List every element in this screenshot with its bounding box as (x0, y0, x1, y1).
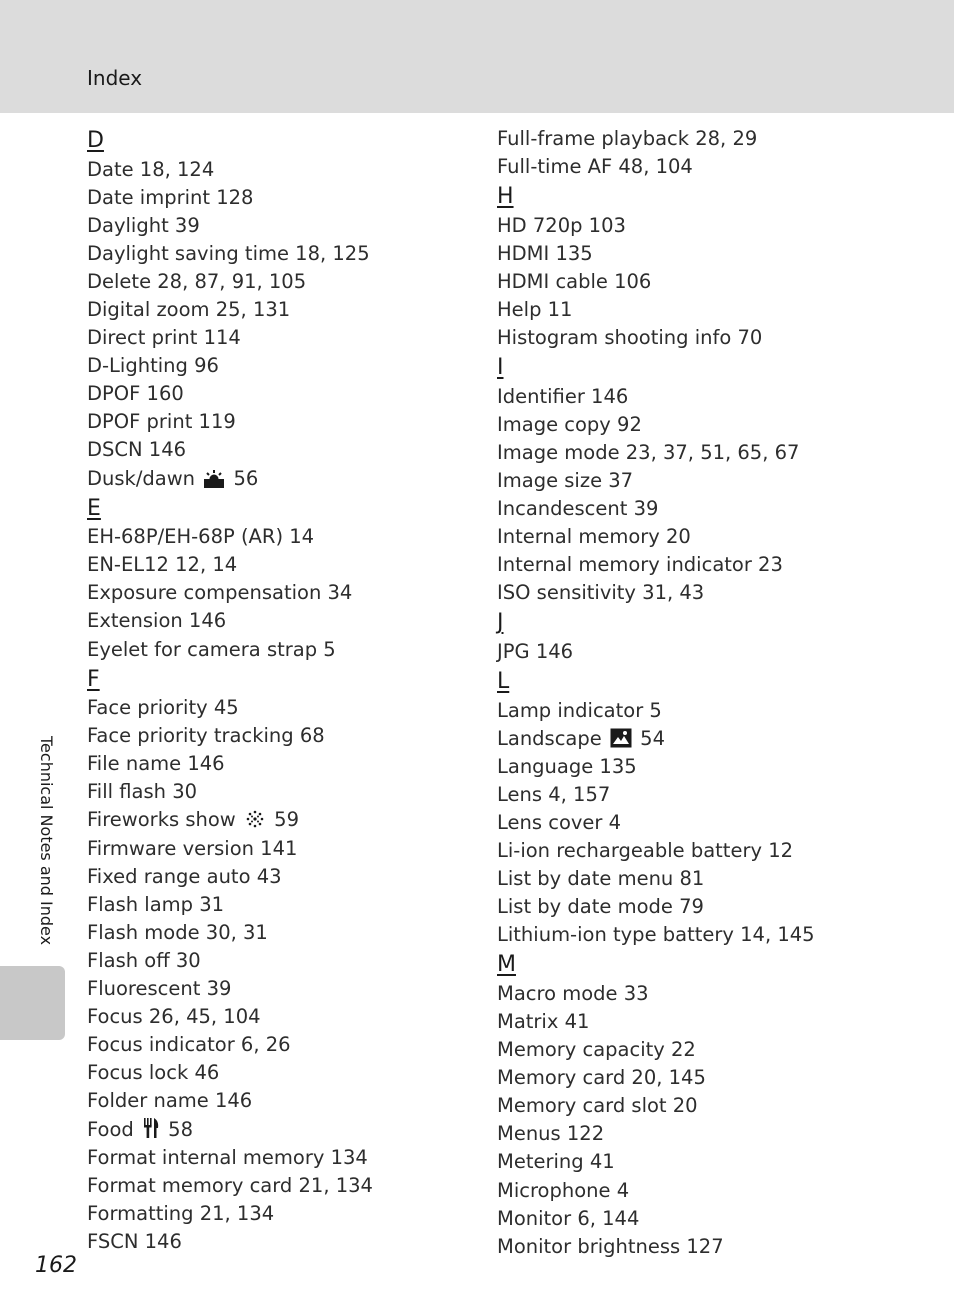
index-entry (497, 753, 917, 781)
index-entry-text: Extension 146 (87, 609, 227, 633)
index-entry-text: Identifier 146 (497, 384, 629, 408)
section-tab (0, 966, 65, 1040)
index-entry (87, 1228, 467, 1256)
index-entry-text: Delete 28, 87, 91, 105 (87, 269, 307, 293)
index-letter-heading: M (497, 952, 516, 978)
index-entry-text: Lamp indicator 5 (497, 698, 662, 722)
index-entry-text: Dusk/dawn (87, 466, 196, 490)
index-entry (87, 863, 467, 891)
index-entry-text: Memory capacity 22 (497, 1038, 696, 1062)
index-entry (497, 153, 917, 181)
index-entry (87, 919, 467, 947)
index-entry (497, 439, 917, 467)
index-entry-text: EN-EL12 12, 14 (87, 553, 238, 577)
index-entry (497, 638, 917, 666)
index-entry-text: Format memory card 21, 134 (87, 1173, 373, 1197)
index-entry-text: Help 11 (497, 297, 573, 321)
index-entry (87, 212, 467, 240)
index-entry (87, 324, 467, 352)
index-letter-heading: J (497, 610, 504, 636)
index-entry (497, 125, 917, 153)
header-title: Index (87, 66, 143, 90)
index-entry-text: Exposure compensation 34 (87, 581, 353, 605)
index-entry-text: Focus lock 46 (87, 1061, 220, 1085)
index-entry-text: Full-frame playback 28, 29 (497, 127, 758, 150)
index-entry-text: Lens 4, 157 (497, 782, 611, 806)
index-entry-text: List by date menu 81 (497, 867, 705, 891)
index-entry (87, 240, 467, 268)
index-entry-text: Folder name 146 (87, 1089, 253, 1113)
index-entry (87, 947, 467, 975)
index-entry (497, 1064, 917, 1092)
index-entry-text: EH-68P/EH-68P (AR) 14 (87, 525, 315, 549)
index-entry (87, 465, 467, 493)
index-entry (497, 268, 917, 296)
index-entry-text: Focus 26, 45, 104 (87, 1005, 261, 1029)
index-entry-text: Memory card slot 20 (497, 1094, 698, 1118)
index-entry-text: Internal memory 20 (497, 525, 691, 549)
index-entry (497, 212, 917, 240)
index-entry-text: D-Lighting 96 (87, 354, 219, 378)
index-letter-heading: H (497, 184, 514, 210)
index-entry-text: Full-time AF 48, 104 (497, 155, 693, 179)
index-entry-text: Daylight saving time 18, 125 (87, 241, 370, 265)
index-letter-heading: F (87, 666, 100, 692)
index-entry (87, 523, 467, 551)
index-entry (87, 380, 467, 408)
index-entry-text: Eyelet for camera strap 5 (87, 637, 336, 661)
index-entry (497, 865, 917, 893)
index-entry (87, 1172, 467, 1200)
dusk-dawn-icon (203, 468, 225, 496)
index-entry-text: HDMI cable 106 (497, 269, 652, 293)
index-letter-heading: E (87, 495, 101, 521)
index-entry-text: Face priority tracking 68 (87, 724, 325, 748)
index-entry-text: Firmware version 141 (87, 836, 298, 860)
index-entry-text: Format internal memory 134 (87, 1145, 368, 1169)
food-icon (142, 1117, 160, 1147)
index-entry-page: 58 (168, 1117, 193, 1141)
index-entry-page: 59 (274, 808, 299, 832)
index-entry-text: Fill flash 30 (87, 780, 198, 804)
page-number: 162 (35, 1253, 77, 1278)
index-entry-text: Date 18, 124 (87, 157, 215, 181)
index-entry (87, 579, 467, 607)
index-entry (497, 579, 917, 607)
index-entry (497, 781, 917, 809)
index-entry (497, 324, 917, 352)
index-entry (497, 1092, 917, 1120)
index-entry-text: Flash lamp 31 (87, 892, 225, 916)
index-entry (497, 1036, 917, 1064)
index-entry (497, 1148, 917, 1176)
index-entry (497, 697, 917, 725)
index-entry (87, 1116, 467, 1144)
index-entry (87, 694, 467, 722)
index-entry-text: Fireworks show (87, 808, 236, 832)
landscape-icon (610, 728, 632, 756)
index-entry-text: Flash mode 30, 31 (87, 920, 268, 944)
index-entry-text: Fixed range auto 43 (87, 864, 282, 888)
section-side-label: Technical Notes and Index (37, 736, 56, 946)
index-entry (497, 411, 917, 439)
index-entry-text: HDMI 135 (497, 241, 593, 265)
index-entry (87, 156, 467, 184)
index-entry (497, 240, 917, 268)
index-entry (497, 1205, 917, 1233)
index-entry (87, 1003, 467, 1031)
index-entry (87, 722, 467, 750)
index-entry-text: Daylight 39 (87, 213, 200, 237)
index-entry-text: Memory card 20, 145 (497, 1066, 706, 1090)
index-letter-heading: L (497, 669, 510, 694)
index-entry-text: Macro mode 33 (497, 981, 649, 1005)
index-entry (497, 1233, 917, 1261)
index-entry (497, 551, 917, 579)
index-entry (87, 551, 467, 579)
index-entry (497, 523, 917, 551)
index-entry-text: Image copy 92 (497, 412, 642, 436)
index-entry (497, 893, 917, 921)
page-header (0, 0, 954, 113)
index-entry-text: Lens cover 4 (497, 810, 622, 834)
index-entry (87, 778, 467, 806)
index-entry (497, 725, 917, 753)
index-entry (87, 1144, 467, 1172)
index-entry-text: Metering 41 (497, 1150, 615, 1174)
index-entry-text: Menus 122 (497, 1122, 605, 1146)
index-entry-text: Direct print 114 (87, 326, 241, 350)
index-entry-text: Image size 37 (497, 468, 634, 492)
index-entry-text: Face priority 45 (87, 696, 239, 720)
index-letter-heading: I (497, 355, 504, 381)
index-entry (87, 408, 467, 436)
index-entry (497, 809, 917, 837)
index-entry (497, 296, 917, 324)
index-entry (87, 975, 467, 1003)
index-entry (87, 636, 467, 664)
index-entry-text: ISO sensitivity 31, 43 (497, 581, 705, 605)
index-entry (87, 436, 467, 464)
index-entry (87, 184, 467, 212)
index-entry (87, 607, 467, 635)
index-entry-text: Digital zoom 25, 131 (87, 297, 291, 321)
index-entry (497, 921, 917, 949)
index-entry-page: 54 (640, 726, 665, 750)
index-entry-text: Incandescent 39 (497, 497, 659, 521)
index-entry-text: Flash off 30 (87, 948, 201, 972)
index-entry (87, 1200, 467, 1228)
index-entry-text: Monitor 6, 144 (497, 1206, 640, 1230)
index-entry-text: DSCN 146 (87, 438, 187, 462)
index-entry (87, 891, 467, 919)
index-letter-heading: D (87, 128, 104, 153)
index-entry (87, 268, 467, 296)
index-entry-text: Language 135 (497, 754, 637, 778)
index-entry-text: Lithium-ion type battery 14, 145 (497, 923, 815, 947)
index-entry (87, 1031, 467, 1059)
index-entry-text: Monitor brightness 127 (497, 1234, 724, 1258)
index-entry (87, 352, 467, 380)
index-entry-text: Microphone 4 (497, 1178, 630, 1202)
index-entry (87, 806, 467, 834)
index-entry (497, 383, 917, 411)
index-entry (87, 1059, 467, 1087)
index-entry-text: FSCN 146 (87, 1229, 182, 1253)
index-entry (497, 837, 917, 865)
index-entry-text: Formatting 21, 134 (87, 1201, 275, 1225)
index-entry-text: File name 146 (87, 752, 225, 776)
index-entry-page: 56 (233, 466, 259, 490)
index-entry (87, 296, 467, 324)
index-entry (497, 1008, 917, 1036)
index-entry-text: Date imprint 128 (87, 185, 254, 209)
index-entry (497, 980, 917, 1008)
index-entry-text: HD 720p 103 (497, 213, 626, 237)
index-entry-text: Landscape (497, 726, 602, 750)
index-entry-text: Histogram shooting info 70 (497, 326, 763, 350)
index-entry (87, 750, 467, 778)
index-entry (87, 1087, 467, 1115)
index-entry-text: Fluorescent 39 (87, 977, 232, 1001)
index-entry-text: Food (87, 1117, 134, 1141)
index-column-left (87, 125, 467, 1256)
index-entry-text: DPOF 160 (87, 382, 184, 406)
index-entry (497, 495, 917, 523)
index-entry (497, 1120, 917, 1148)
index-column-right (497, 125, 917, 1261)
fireworks-icon (244, 809, 266, 837)
index-entry (497, 1177, 917, 1205)
index-entry (497, 467, 917, 495)
index-entry-text: Image mode 23, 37, 51, 65, 67 (497, 440, 800, 464)
index-entry-text: Matrix 41 (497, 1009, 590, 1033)
index-entry-text: DPOF print 119 (87, 410, 236, 434)
index-entry-text: List by date mode 79 (497, 895, 704, 919)
index-entry-text: Focus indicator 6, 26 (87, 1033, 291, 1057)
index-entry (87, 835, 467, 863)
index-entry-text: Li-ion rechargeable battery 12 (497, 838, 794, 862)
index-entry-text: JPG 146 (497, 639, 574, 663)
index-entry-text: Internal memory indicator 23 (497, 553, 783, 577)
